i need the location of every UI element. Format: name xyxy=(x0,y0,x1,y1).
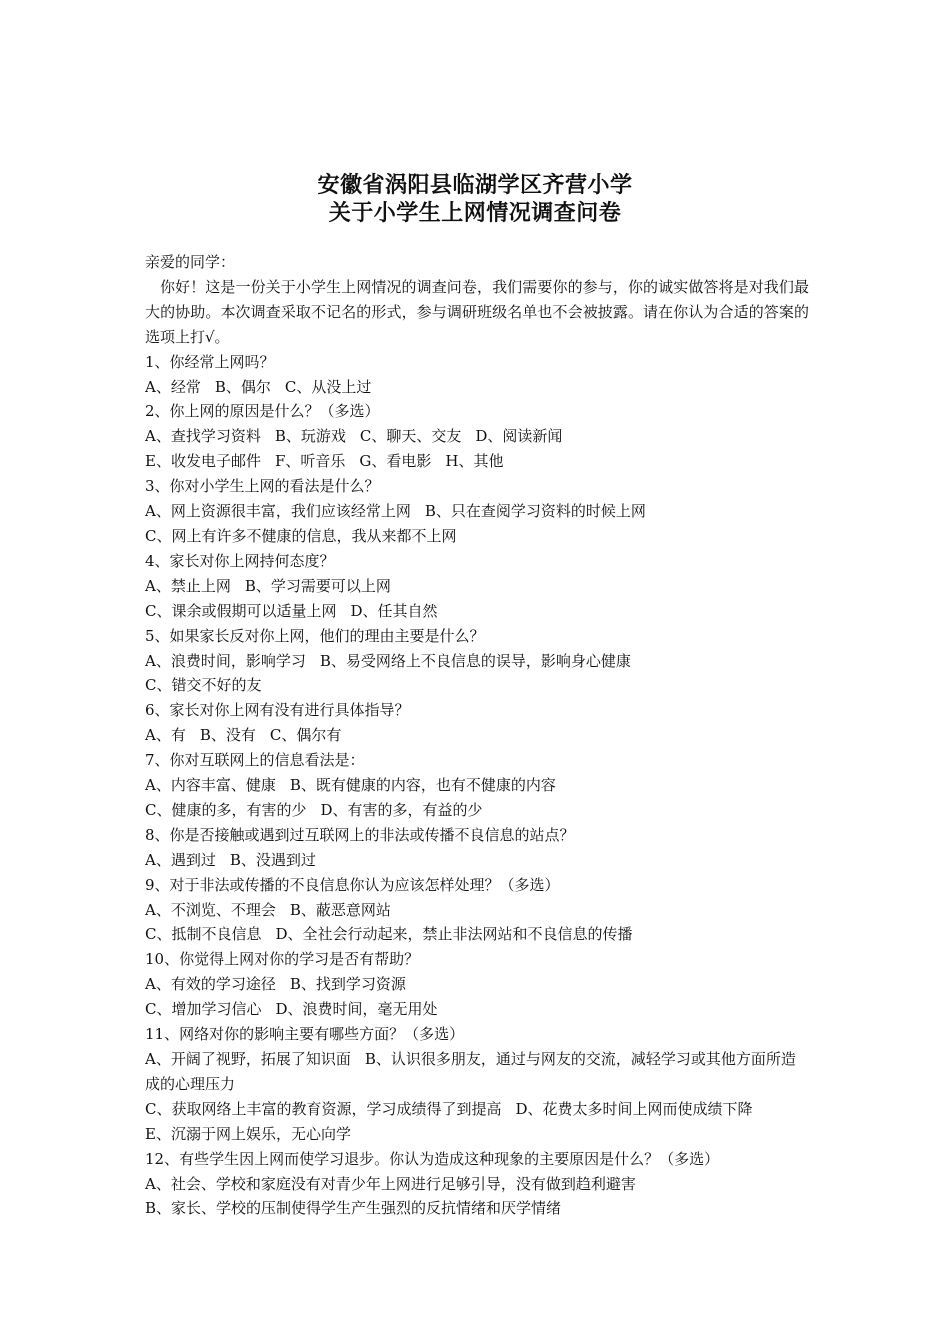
option: A、遇到过 xyxy=(145,850,216,869)
option: C、错交不好的友 xyxy=(145,676,262,695)
title-line-school: 安徽省涡阳县临湖学区齐营小学 xyxy=(317,173,633,198)
option: B、找到学习资源 xyxy=(289,975,406,994)
question-3: 3、你对小学生上网的看法是什么？ xyxy=(145,477,380,496)
option: D、任其自然 xyxy=(350,601,438,620)
options-line xyxy=(145,649,809,674)
option: B、家长、学校的压制使得学生产生强烈的反抗情绪和厌学情绪 xyxy=(145,1199,562,1218)
options-line xyxy=(145,673,809,698)
option: D、花费太多时间上网而使成绩下降 xyxy=(515,1099,753,1118)
options-line xyxy=(145,773,809,798)
options-line xyxy=(145,1172,809,1197)
option: D、浪费时间，毫无用处 xyxy=(275,1000,438,1019)
question-4: 4、家长对你上网持何态度？ xyxy=(145,551,335,570)
options-line xyxy=(145,848,809,873)
option: C、获取网络上丰富的教育资源，学习成绩得了到提高 xyxy=(145,1099,502,1118)
options-line xyxy=(145,898,809,923)
option: B、玩游戏 xyxy=(274,427,346,446)
question-9: 9、对于非法或传播的不良信息你认为应该怎样处理？（多选） xyxy=(145,875,560,894)
option: B、学习需要可以上网 xyxy=(244,576,391,595)
intro-paragraph: 你好！这是一份关于小学生上网情况的调查问卷，我们需要你的参与，你的诚实做答将是对我们最大的协助。本次调查采取不记名的形式，参与调研班级名单也不会被披露。请在你认为合适的答案的选项上打√。 xyxy=(145,277,809,346)
option: C、从没上过 xyxy=(284,377,372,396)
question-6: 6、家长对你上网有没有进行具体指导？ xyxy=(145,701,410,720)
title-line-survey: 关于小学生上网情况调查问卷 xyxy=(328,201,622,226)
question-2: 2、你上网的原因是什么？（多选） xyxy=(145,402,380,421)
option: F、听音乐 xyxy=(274,452,346,471)
options-line xyxy=(145,723,809,748)
option: D、全社会行动起来，禁止非法网站和不良信息的传播 xyxy=(275,925,633,944)
option: C、健康的多，有害的少 xyxy=(145,800,307,819)
option: C、偶尔有 xyxy=(269,726,342,745)
option: E、沉溺于网上娱乐，无心向学 xyxy=(145,1124,351,1143)
question-7: 7、你对互联网上的信息看法是： xyxy=(145,751,365,770)
options-line xyxy=(145,424,809,449)
option: C、抵制不良信息 xyxy=(145,925,262,944)
question-5: 5、如果家长反对你上网，他们的理由主要是什么？ xyxy=(145,626,485,645)
document-title xyxy=(0,172,950,228)
option: D、阅读新闻 xyxy=(475,427,563,446)
option: A、内容丰富、健康 xyxy=(145,776,276,795)
options-line xyxy=(145,997,809,1022)
option: B、偶尔 xyxy=(214,377,271,396)
option: G、看电影 xyxy=(359,452,432,471)
option: E、收发电子邮件 xyxy=(145,452,261,471)
greeting: 亲爱的同学： xyxy=(145,253,236,271)
option: A、有 xyxy=(145,726,186,745)
options-line xyxy=(145,798,809,823)
option: B、蔽恶意网站 xyxy=(289,900,391,919)
question-11: 11、网络对你的影响主要有哪些方面？（多选） xyxy=(145,1025,465,1044)
option: A、浪费时间，影响学习 xyxy=(145,651,306,670)
option: B、既有健康的内容，也有不健康的内容 xyxy=(289,776,556,795)
option: C、网上有许多不健康的信息，我从来都不上网 xyxy=(145,526,457,545)
options-line xyxy=(145,599,809,624)
option: A、查找学习资料 xyxy=(145,427,261,446)
option: C、增加学习信心 xyxy=(145,1000,262,1019)
option: A、禁止上网 xyxy=(145,576,231,595)
option: A、社会、学校和家庭没有对青少年上网进行足够引导，没有做到趋利避害 xyxy=(145,1174,636,1193)
options-line xyxy=(145,524,809,549)
option: C、课余或假期可以适量上网 xyxy=(145,601,337,620)
option: A、网上资源很丰富，我们应该经常上网 xyxy=(145,502,411,521)
survey-body xyxy=(145,250,809,1221)
question-10: 10、你觉得上网对你的学习是否有帮助？ xyxy=(145,950,420,969)
options-line xyxy=(145,1196,809,1221)
option: B、没遇到过 xyxy=(229,850,316,869)
option: A、有效的学习途径 xyxy=(145,975,276,994)
options-line xyxy=(145,574,809,599)
options-line xyxy=(145,922,809,947)
option: B、易受网络上不良信息的误导，影响身心健康 xyxy=(319,651,631,670)
question-1: 1、你经常上网吗？ xyxy=(145,352,275,371)
options-line xyxy=(145,499,809,524)
question-12: 12、有些学生因上网而使学习退步。你认为造成这种现象的主要原因是什么？（多选） xyxy=(145,1149,720,1168)
option: H、其他 xyxy=(445,452,504,471)
options-line xyxy=(145,449,809,474)
option: C、聊天、交友 xyxy=(359,427,462,446)
option: B、没有 xyxy=(199,726,256,745)
options-line xyxy=(145,1047,809,1097)
option: B、认识很多朋友，通过与网友的交流，减轻学习或其他方面所造成的心理压力 xyxy=(145,1050,796,1093)
option: A、不浏览、不理会 xyxy=(145,900,276,919)
option: B、只在查阅学习资料的时候上网 xyxy=(424,502,646,521)
options-line xyxy=(145,972,809,997)
question-8: 8、你是否接触或遇到过互联网上的非法或传播不良信息的站点？ xyxy=(145,825,575,844)
option: A、开阔了视野，拓展了知识面 xyxy=(145,1050,351,1068)
option: A、经常 xyxy=(145,377,201,396)
options-line xyxy=(145,1097,809,1122)
options-line xyxy=(145,375,809,400)
options-line xyxy=(145,1122,809,1147)
option: D、有害的多，有益的少 xyxy=(320,800,483,819)
